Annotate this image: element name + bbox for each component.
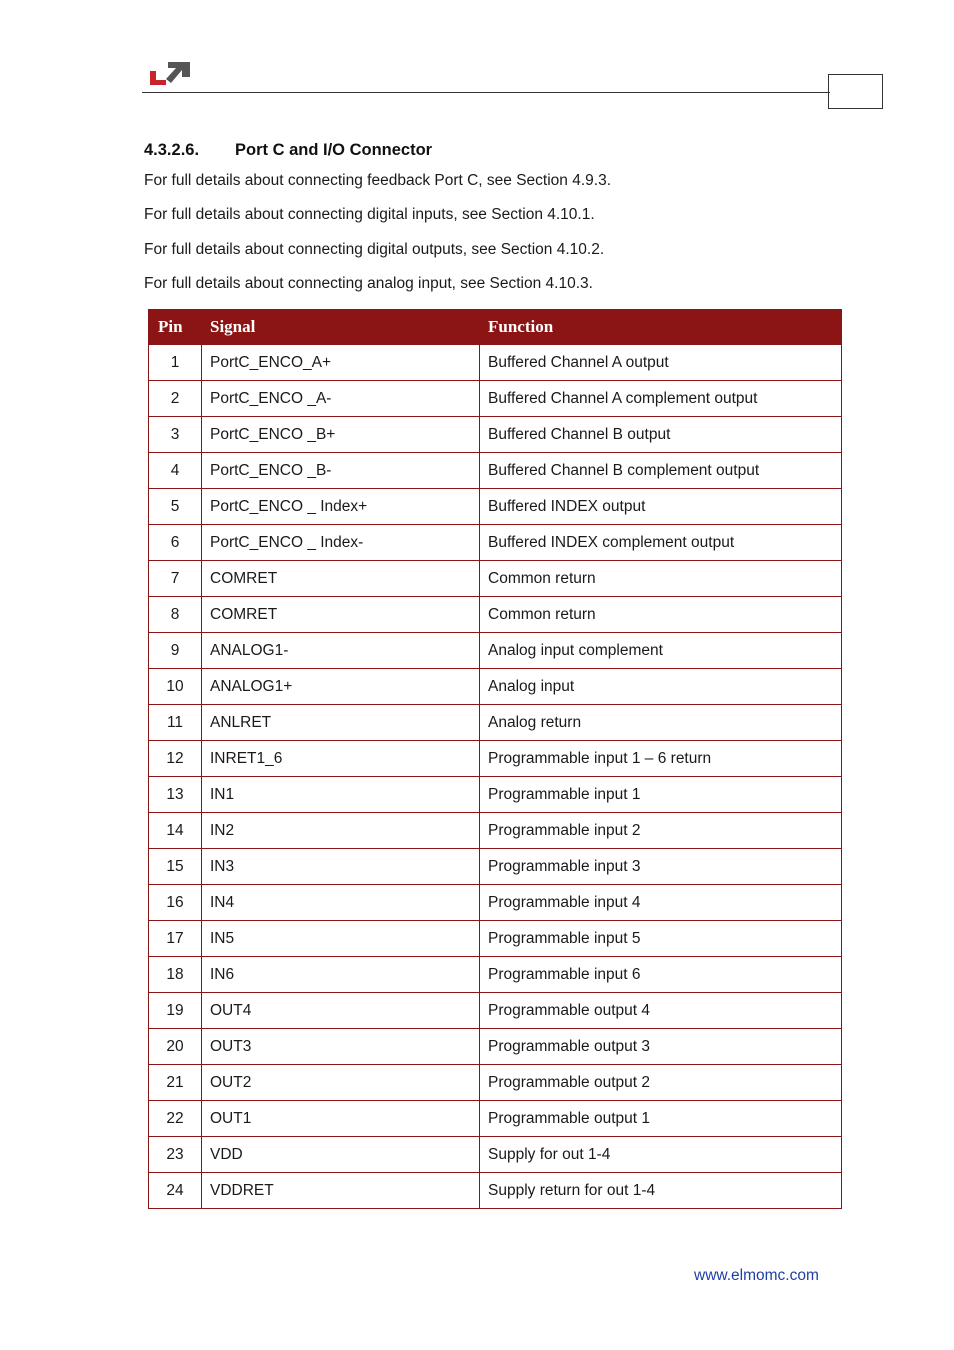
- section-title: Port C and I/O Connector: [235, 141, 433, 159]
- pin-cell: 1: [149, 345, 202, 381]
- table-row: [149, 993, 842, 1029]
- header-rule: [142, 92, 830, 93]
- table-row: [149, 525, 842, 561]
- table-row: [149, 669, 842, 705]
- pin-cell: 21: [149, 1065, 202, 1101]
- signal-cell: OUT4: [202, 993, 480, 1029]
- table-row: [149, 345, 842, 381]
- signal-cell: PortC_ENCO_A+: [202, 345, 480, 381]
- pin-cell: 9: [149, 633, 202, 669]
- paragraph-analog-input: For full details about connecting analog input, see Section 4.10.3.: [144, 275, 593, 292]
- table-header-row: [149, 310, 842, 345]
- paragraph-digital-outputs: For full details about connecting digital outputs, see Section 4.10.2.: [144, 241, 605, 258]
- header-function: Function: [480, 310, 842, 345]
- pin-cell: 14: [149, 813, 202, 849]
- function-cell: Programmable input 3: [480, 849, 842, 885]
- company-logo-icon: [147, 58, 193, 90]
- function-cell: Buffered INDEX complement output: [480, 525, 842, 561]
- pin-cell: 24: [149, 1173, 202, 1209]
- page-number-box: [828, 74, 883, 109]
- table-row: [149, 417, 842, 453]
- table-row: [149, 813, 842, 849]
- header-signal: Signal: [202, 310, 480, 345]
- function-cell: Analog return: [480, 705, 842, 741]
- signal-cell: ANALOG1+: [202, 669, 480, 705]
- function-cell: Buffered Channel B complement output: [480, 453, 842, 489]
- table-row: [149, 1029, 842, 1065]
- section-heading: [144, 141, 432, 160]
- function-cell: Supply for out 1-4: [480, 1137, 842, 1173]
- pin-cell: 11: [149, 705, 202, 741]
- table-row: [149, 1065, 842, 1101]
- function-cell: Programmable input 1: [480, 777, 842, 813]
- table-row: [149, 1101, 842, 1137]
- pinout-table: [148, 309, 842, 1209]
- signal-cell: ANLRET: [202, 705, 480, 741]
- pin-cell: 23: [149, 1137, 202, 1173]
- pin-cell: 17: [149, 921, 202, 957]
- signal-cell: PortC_ENCO _A-: [202, 381, 480, 417]
- paragraph-port-c: For full details about connecting feedback Port C, see Section 4.9.3.: [144, 172, 611, 189]
- function-cell: Buffered Channel B output: [480, 417, 842, 453]
- function-cell: Analog input: [480, 669, 842, 705]
- pin-cell: 13: [149, 777, 202, 813]
- table-row: [149, 1173, 842, 1209]
- signal-cell: ANALOG1-: [202, 633, 480, 669]
- signal-cell: OUT1: [202, 1101, 480, 1137]
- pin-cell: 7: [149, 561, 202, 597]
- signal-cell: IN6: [202, 957, 480, 993]
- pin-cell: 5: [149, 489, 202, 525]
- function-cell: Programmable output 1: [480, 1101, 842, 1137]
- signal-cell: VDDRET: [202, 1173, 480, 1209]
- signal-cell: VDD: [202, 1137, 480, 1173]
- function-cell: Buffered INDEX output: [480, 489, 842, 525]
- table-row: [149, 849, 842, 885]
- pin-cell: 15: [149, 849, 202, 885]
- signal-cell: OUT3: [202, 1029, 480, 1065]
- table-row: [149, 777, 842, 813]
- function-cell: Common return: [480, 561, 842, 597]
- function-cell: Programmable input 1 – 6 return: [480, 741, 842, 777]
- function-cell: Supply return for out 1-4: [480, 1173, 842, 1209]
- table-row: [149, 1137, 842, 1173]
- pin-cell: 18: [149, 957, 202, 993]
- table-row: [149, 957, 842, 993]
- signal-cell: IN5: [202, 921, 480, 957]
- pin-cell: 8: [149, 597, 202, 633]
- pin-cell: 22: [149, 1101, 202, 1137]
- signal-cell: OUT2: [202, 1065, 480, 1101]
- table-row: [149, 705, 842, 741]
- signal-cell: IN1: [202, 777, 480, 813]
- pin-cell: 19: [149, 993, 202, 1029]
- function-cell: Common return: [480, 597, 842, 633]
- signal-cell: IN3: [202, 849, 480, 885]
- signal-cell: PortC_ENCO _B-: [202, 453, 480, 489]
- function-cell: Buffered Channel A output: [480, 345, 842, 381]
- website-link[interactable]: www.elmomc.com: [694, 1267, 819, 1284]
- table-row: [149, 885, 842, 921]
- pin-cell: 20: [149, 1029, 202, 1065]
- function-cell: Programmable output 4: [480, 993, 842, 1029]
- table-row: [149, 741, 842, 777]
- signal-cell: PortC_ENCO _ Index+: [202, 489, 480, 525]
- signal-cell: PortC_ENCO _B+: [202, 417, 480, 453]
- table-row: [149, 561, 842, 597]
- pin-cell: 12: [149, 741, 202, 777]
- header-pin: Pin: [149, 310, 202, 345]
- function-cell: Programmable output 3: [480, 1029, 842, 1065]
- pin-cell: 3: [149, 417, 202, 453]
- table-row: [149, 489, 842, 525]
- table-row: [149, 453, 842, 489]
- pin-cell: 2: [149, 381, 202, 417]
- function-cell: Analog input complement: [480, 633, 842, 669]
- table-body: [149, 345, 842, 1209]
- table-row: [149, 597, 842, 633]
- table-row: [149, 381, 842, 417]
- signal-cell: IN4: [202, 885, 480, 921]
- function-cell: Programmable output 2: [480, 1065, 842, 1101]
- table-row: [149, 921, 842, 957]
- pin-cell: 4: [149, 453, 202, 489]
- signal-cell: INRET1_6: [202, 741, 480, 777]
- pin-cell: 6: [149, 525, 202, 561]
- function-cell: Buffered Channel A complement output: [480, 381, 842, 417]
- signal-cell: COMRET: [202, 597, 480, 633]
- pin-cell: 10: [149, 669, 202, 705]
- function-cell: Programmable input 4: [480, 885, 842, 921]
- signal-cell: IN2: [202, 813, 480, 849]
- signal-cell: PortC_ENCO _ Index-: [202, 525, 480, 561]
- function-cell: Programmable input 2: [480, 813, 842, 849]
- pin-cell: 16: [149, 885, 202, 921]
- signal-cell: COMRET: [202, 561, 480, 597]
- function-cell: Programmable input 6: [480, 957, 842, 993]
- paragraph-digital-inputs: For full details about connecting digital inputs, see Section 4.10.1.: [144, 206, 595, 223]
- section-number: 4.3.2.6.: [144, 141, 200, 159]
- function-cell: Programmable input 5: [480, 921, 842, 957]
- table-row: [149, 633, 842, 669]
